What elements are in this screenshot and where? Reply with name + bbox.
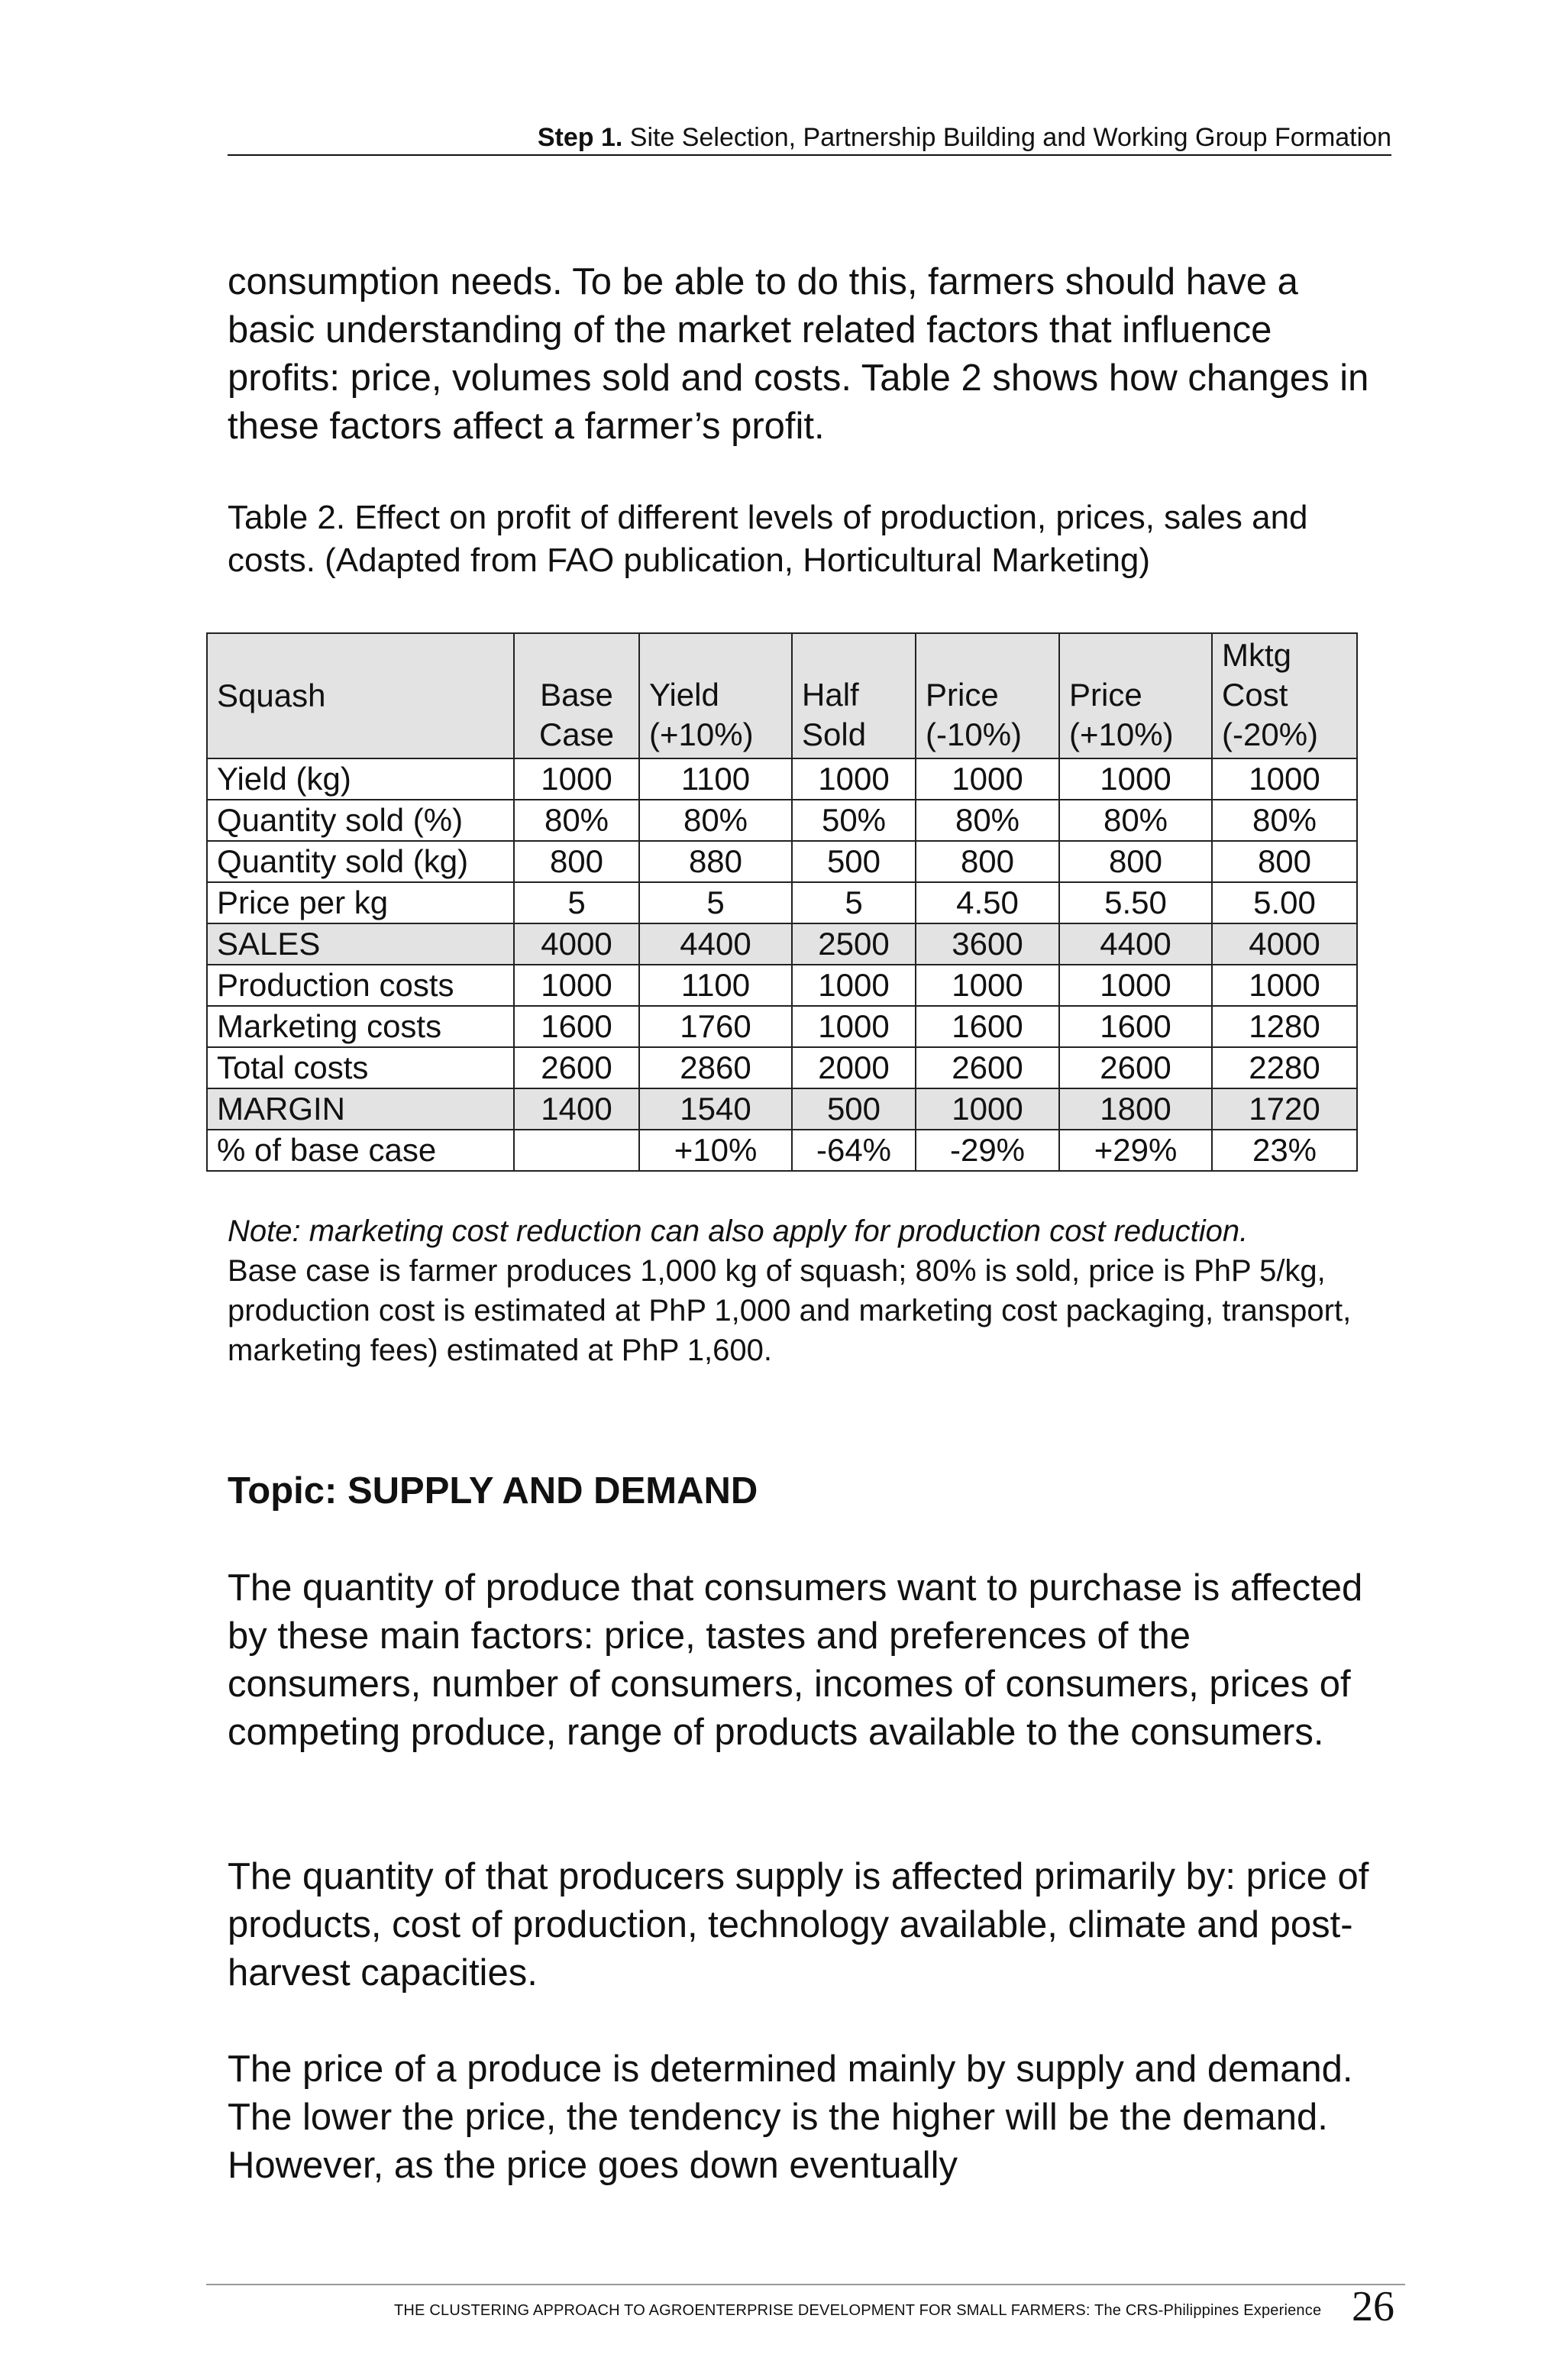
table-cell: 80%	[514, 800, 639, 841]
table-cell: 1800	[1059, 1088, 1212, 1130]
row-label: MARGIN	[207, 1088, 514, 1130]
table-cell: 1100	[639, 758, 792, 800]
row-label: Marketing costs	[207, 1006, 514, 1047]
row-label: Total costs	[207, 1047, 514, 1088]
table-cell: 1600	[514, 1006, 639, 1047]
table-row	[207, 965, 1357, 1006]
table-cell: 1720	[1212, 1088, 1357, 1130]
table-header-row	[207, 633, 1357, 758]
table-cell: 1000	[514, 965, 639, 1006]
table-note	[228, 1211, 1388, 1370]
row-label: SALES	[207, 923, 514, 965]
table-cell: 800	[514, 841, 639, 882]
table-cell: 880	[639, 841, 792, 882]
table-row	[207, 882, 1357, 923]
table-cell: 500	[792, 841, 916, 882]
table-cell: 800	[1212, 841, 1357, 882]
row-label: Quantity sold (kg)	[207, 841, 514, 882]
table-cell: 1000	[916, 758, 1059, 800]
table-cell: 2860	[639, 1047, 792, 1088]
table-cell: 2500	[792, 923, 916, 965]
table-cell: 1000	[514, 758, 639, 800]
row-label: Price per kg	[207, 882, 514, 923]
paragraph-demand: The quantity of produce that consumers want to purchase is affected by these main factors: price, tastes and preferences of the consumers, number of consumers, incomes of consumers, prices of competing produce, range of products available to the consumers.	[228, 1567, 1363, 1753]
note-italic: Note: marketing cost reduction can also apply for production cost reduction.	[228, 1214, 1249, 1248]
table-cell: +10%	[639, 1130, 792, 1171]
intro-paragraph: consumption needs. To be able to do this, farmers should have a basic understanding of the market related factors that influence profits: price, volumes sold and costs. Table 2 shows how changes in these factors affect a farmer’s profit.	[228, 261, 1369, 447]
table-cell: 800	[1059, 841, 1212, 882]
table-row	[207, 841, 1357, 882]
table-cell: 4000	[1212, 923, 1357, 965]
table-cell: 1000	[792, 1006, 916, 1047]
header-cell: Half Sold	[792, 633, 916, 758]
table-cell: 80%	[639, 800, 792, 841]
table-row	[207, 1006, 1357, 1047]
table-cell	[514, 1130, 639, 1171]
table-row	[207, 758, 1357, 800]
table-cell: 1000	[1059, 965, 1212, 1006]
table-cell: 4400	[639, 923, 792, 965]
table-cell: +29%	[1059, 1130, 1212, 1171]
profit-table	[206, 632, 1358, 1172]
table-cell: 80%	[1212, 800, 1357, 841]
table-row	[207, 1130, 1357, 1171]
table-cell: 1000	[792, 758, 916, 800]
running-header	[228, 122, 1391, 153]
table-cell: 2600	[1059, 1047, 1212, 1088]
header-cell: Base Case	[514, 633, 639, 758]
header-cell: Yield (+10%)	[639, 633, 792, 758]
table-cell: 1000	[1212, 965, 1357, 1006]
table-cell: 23%	[1212, 1130, 1357, 1171]
table-cell: 2600	[514, 1047, 639, 1088]
table-cell: 2280	[1212, 1047, 1357, 1088]
table-cell: 1000	[1212, 758, 1357, 800]
table-cell: 1100	[639, 965, 792, 1006]
table-cell: 1000	[916, 965, 1059, 1006]
table-cell: 5.00	[1212, 882, 1357, 923]
table-cell: 80%	[916, 800, 1059, 841]
paragraph-supply: The quantity of that producers supply is affected primarily by: price of products, cost of production, technology available, climate and post-harvest capacities.	[228, 1856, 1369, 1994]
table-cell: 5	[514, 882, 639, 923]
table-cell: 1760	[639, 1006, 792, 1047]
table-cell: 1540	[639, 1088, 792, 1130]
table-cell: 1000	[792, 965, 916, 1006]
table-cell: 1000	[1059, 758, 1212, 800]
row-label: Yield (kg)	[207, 758, 514, 800]
header-cell: Price (+10%)	[1059, 633, 1212, 758]
header-title: Site Selection, Partnership Building and Working Group Formation	[629, 123, 1391, 152]
table-row	[207, 800, 1357, 841]
table-cell: -29%	[916, 1130, 1059, 1171]
table-cell: 1400	[514, 1088, 639, 1130]
table-cell: 5.50	[1059, 882, 1212, 923]
topic-heading: Topic: SUPPLY AND DEMAND	[228, 1470, 758, 1512]
table-cell: 50%	[792, 800, 916, 841]
table-cell: 2600	[916, 1047, 1059, 1088]
row-label: Production costs	[207, 965, 514, 1006]
table-cell: 5	[639, 882, 792, 923]
table-row	[207, 1088, 1357, 1130]
table-row	[207, 1047, 1357, 1088]
table-cell: 4400	[1059, 923, 1212, 965]
table-cell: 1600	[916, 1006, 1059, 1047]
footer-rule	[206, 2284, 1405, 2285]
table-cell: 1280	[1212, 1006, 1357, 1047]
table-cell: -64%	[792, 1130, 916, 1171]
table-cell: 4000	[514, 923, 639, 965]
table-cell: 80%	[1059, 800, 1212, 841]
footer-text: THE CLUSTERING APPROACH TO AGROENTERPRISE DEVELOPMENT FOR SMALL FARMERS: The CRS-Philippines Experience	[394, 2302, 1322, 2319]
table-caption: Table 2. Effect on profit of different levels of production, prices, sales and costs. (Adapted from FAO publication, Horticultural Marketing)	[228, 499, 1308, 579]
table-cell: 1000	[916, 1088, 1059, 1130]
header-cell: Squash	[207, 633, 514, 758]
header-step-label: Step 1.	[537, 123, 623, 152]
header-cell: Mktg Cost (-20%)	[1212, 633, 1357, 758]
table-cell: 3600	[916, 923, 1059, 965]
table-cell: 1600	[1059, 1006, 1212, 1047]
table-cell: 2000	[792, 1047, 916, 1088]
table-cell: 800	[916, 841, 1059, 882]
header-rule	[228, 154, 1391, 156]
table-cell: 500	[792, 1088, 916, 1130]
table-row	[207, 923, 1357, 965]
note-body: Base case is farmer produces 1,000 kg of squash; 80% is sold, price is PhP 5/kg, production cost is estimated at PhP 1,000 and marketing cost packaging, transport, marketing fees) estimated at PhP 1,600.	[228, 1254, 1352, 1367]
table-cell: 4.50	[916, 882, 1059, 923]
header-cell: Price (-10%)	[916, 633, 1059, 758]
row-label: Quantity sold (%)	[207, 800, 514, 841]
table-cell: 5	[792, 882, 916, 923]
page-number: 26	[1352, 2283, 1394, 2330]
row-label: % of base case	[207, 1130, 514, 1171]
paragraph-price: The price of a produce is determined mainly by supply and demand. The lower the price, the tendency is the higher will be the demand. However, as the price goes down eventually	[228, 2049, 1353, 2186]
